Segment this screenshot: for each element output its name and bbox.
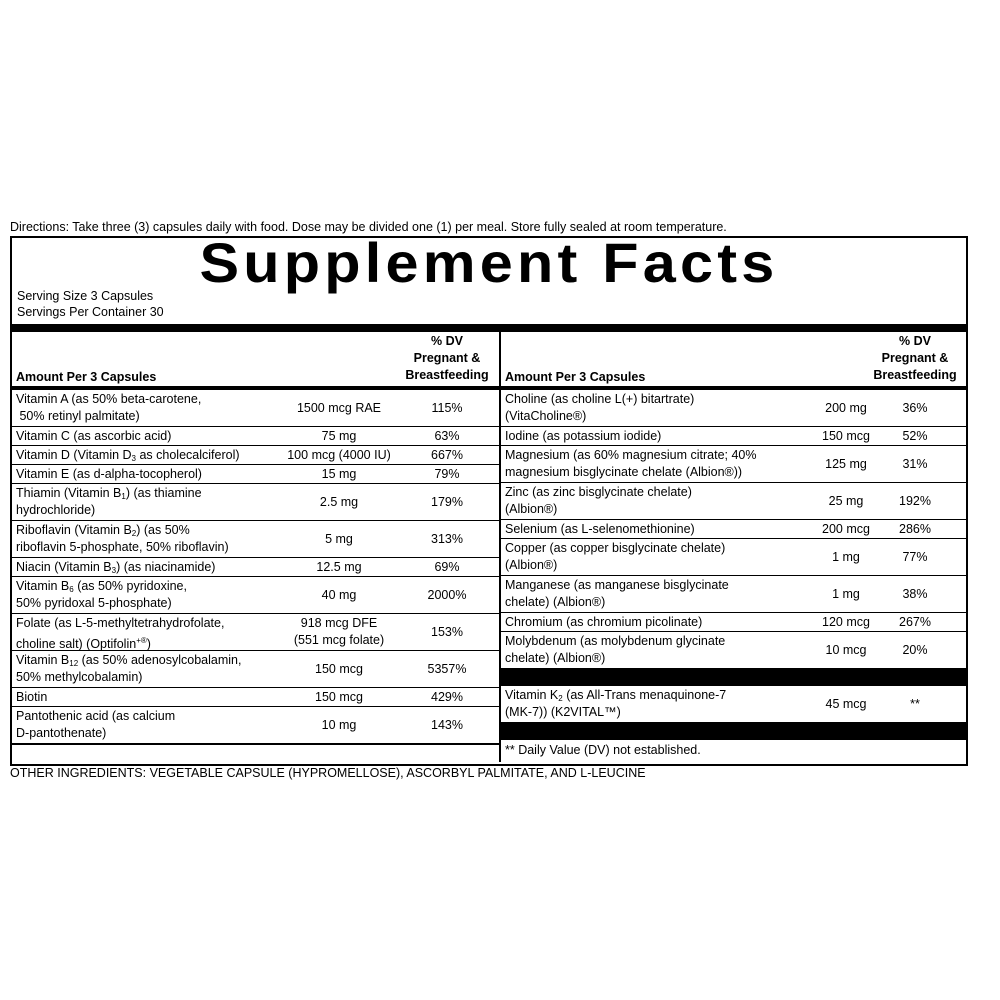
nutrient-dv: 179% bbox=[431, 495, 463, 509]
nutrient-name: Chromium (as chromium picolinate) bbox=[505, 615, 703, 629]
nutrient-name: Choline (as choline L(+) bitartrate) (VitaCholine®) bbox=[505, 392, 695, 423]
dv-header-line: Pregnant & bbox=[413, 351, 481, 365]
nutrient-dv: 20% bbox=[902, 643, 928, 657]
directions-text: Directions: Take three (3) capsules daily with food. Dose may be divided one (1) per meal. Store fully sealed at room temperature. bbox=[10, 220, 727, 234]
nutrient-dv: 79% bbox=[434, 467, 460, 481]
nutrient-name: Vitamin A (as 50% beta-carotene, 50% retinyl palmitate) bbox=[16, 392, 202, 423]
column-header bbox=[12, 332, 499, 390]
nutrient-row bbox=[12, 484, 499, 521]
nutrient-row bbox=[501, 686, 966, 722]
nutrient-row bbox=[501, 483, 966, 520]
section-divider-bar bbox=[501, 668, 966, 686]
nutrient-row bbox=[501, 613, 966, 632]
supplement-facts-panel bbox=[10, 231, 968, 766]
nutrient-dv: 153% bbox=[431, 625, 463, 639]
nutrient-row bbox=[501, 390, 966, 427]
nutrient-name: Zinc (as zinc bisglycinate chelate) (Albion®) bbox=[505, 485, 692, 516]
nutrient-name: Selenium (as L-selenomethionine) bbox=[505, 522, 695, 536]
nutrient-dv: 143% bbox=[431, 718, 463, 732]
nutrient-dv: 667% bbox=[431, 448, 463, 462]
section-divider-bar bbox=[501, 722, 966, 740]
nutrient-row bbox=[12, 521, 499, 558]
serving-info bbox=[17, 288, 164, 320]
nutrient-dv: 63% bbox=[434, 429, 460, 443]
nutrient-name: Pantothenic acid (as calcium D-pantothenate) bbox=[16, 709, 176, 740]
nutrient-name: Vitamin $B_{12}$ (as 50% adenosylcobalamin, 50% methylcobalamin) bbox=[16, 653, 242, 684]
nutrient-amount: 100 mcg (4000 IU) bbox=[287, 447, 391, 462]
panel-title: Supplement Facts bbox=[199, 231, 779, 294]
nutrient-row bbox=[12, 465, 499, 484]
left-column bbox=[12, 332, 501, 762]
nutrient-name: Niacin (Vitamin $B_3$) (as niacinamide) bbox=[16, 560, 216, 575]
nutrient-name: Riboflavin (Vitamin $B_2$) (as 50% riboflavin 5-phosphate, 50% riboflavin) bbox=[16, 523, 229, 554]
nutrient-amount: 1 mg bbox=[832, 586, 860, 601]
nutrient-dv: 115% bbox=[431, 401, 463, 415]
nutrient-name: Vitamin E (as d-alpha-tocopherol) bbox=[16, 467, 202, 481]
nutrient-dv: 192% bbox=[899, 494, 931, 508]
nutrient-dv: 2000% bbox=[427, 588, 467, 602]
amount-per-header: Amount Per 3 Capsules bbox=[505, 370, 646, 384]
dv-header-line: Pregnant & bbox=[881, 351, 949, 365]
dv-footnote: ** Daily Value (DV) not established. bbox=[505, 743, 701, 757]
nutrient-amount: 1500 mcg RAE bbox=[296, 400, 382, 415]
other-ingredients: OTHER INGREDIENTS: VEGETABLE CAPSULE (HYPROMELLOSE), ASCORBYL PALMITATE, AND L-LEUCINE bbox=[10, 766, 646, 780]
nutrient-dv: 77% bbox=[902, 550, 928, 564]
nutrient-amount: 200 mcg bbox=[822, 521, 870, 536]
nutrient-amount: 1 mg bbox=[832, 549, 860, 564]
nutrient-amount: 75 mg bbox=[321, 428, 357, 443]
nutrient-dv: 52% bbox=[902, 429, 928, 443]
nutrient-name: Biotin bbox=[16, 690, 48, 704]
nutrient-row bbox=[12, 707, 499, 745]
nutrient-dv: 429% bbox=[431, 690, 463, 704]
nutrient-name: Vitamin C (as ascorbic acid) bbox=[16, 429, 172, 443]
nutrient-amount: 10 mcg bbox=[825, 642, 867, 657]
nutrient-amount: 5 mg bbox=[325, 531, 353, 546]
nutrient-amount: 10 mg bbox=[321, 717, 357, 732]
nutrient-amount: 200 mg bbox=[825, 400, 867, 415]
nutrient-dv: 267% bbox=[899, 615, 931, 629]
dv-header bbox=[399, 333, 495, 384]
nutrient-amount: 150 mcg bbox=[822, 428, 870, 443]
dv-header bbox=[867, 333, 963, 384]
nutrient-amount: 150 mcg bbox=[315, 689, 363, 704]
dv-header-line: % DV bbox=[899, 334, 931, 348]
serving-size: Serving Size 3 Capsules bbox=[17, 289, 154, 303]
nutrient-amount: 25 mg bbox=[828, 493, 864, 508]
nutrient-row bbox=[12, 651, 499, 688]
nutrient-row bbox=[501, 427, 966, 446]
nutrient-row bbox=[12, 446, 499, 465]
dv-header-line: % DV bbox=[431, 334, 463, 348]
nutrient-dv: 69% bbox=[434, 560, 460, 574]
nutrient-amount: 125 mg bbox=[825, 456, 867, 471]
nutrient-dv: 31% bbox=[902, 457, 928, 471]
nutrient-dv: 313% bbox=[431, 532, 463, 546]
nutrient-name: Vitamin $B_6$ (as 50% pyridoxine, 50% pyridoxal 5-phosphate) bbox=[16, 579, 187, 610]
nutrient-row bbox=[501, 632, 966, 668]
nutrient-row bbox=[12, 614, 499, 651]
thick-divider bbox=[12, 324, 966, 332]
nutrient-name: Vitamin $K_2$ (as All-Trans menaquinone-7 (MK-7)) (K2VITAL™) bbox=[505, 688, 727, 719]
nutrient-dv: 5357% bbox=[427, 662, 467, 676]
dv-header-line: Breastfeeding bbox=[873, 368, 957, 382]
nutrient-name: Thiamin (Vitamin $B_1$) (as thiamine hydrochloride) bbox=[16, 486, 202, 517]
dv-header-line: Breastfeeding bbox=[405, 368, 489, 382]
nutrient-amount: 45 mcg bbox=[825, 696, 867, 711]
right-column bbox=[501, 332, 966, 757]
nutrient-amount: 150 mcg bbox=[315, 661, 363, 676]
nutrient-dv: 286% bbox=[899, 522, 931, 536]
nutrient-name: Manganese (as manganese bisglycinate chelate) (Albion®) bbox=[505, 578, 729, 609]
column-header bbox=[501, 332, 966, 390]
nutrient-row bbox=[12, 427, 499, 446]
amount-per-header: Amount Per 3 Capsules bbox=[16, 370, 157, 384]
nutrient-dv: 36% bbox=[902, 401, 928, 415]
nutrient-name: Folate (as L-5-methyltetrahydrofolate, choline salt) (Optifolin+®) bbox=[16, 616, 225, 652]
nutrient-amount: 40 mg bbox=[321, 587, 357, 602]
nutrient-name: Magnesium (as 60% magnesium citrate; 40% magnesium bisglycinate chelate (Albion®)) bbox=[505, 448, 757, 479]
nutrient-name: Iodine (as potassium iodide) bbox=[505, 429, 662, 443]
nutrient-name: Molybdenum (as molybdenum glycinate chelate) (Albion®) bbox=[505, 634, 726, 665]
nutrient-row bbox=[501, 520, 966, 539]
nutrient-row bbox=[12, 390, 499, 427]
nutrient-row bbox=[12, 558, 499, 577]
nutrient-amount: 2.5 mg bbox=[319, 494, 359, 509]
nutrient-row bbox=[501, 539, 966, 576]
nutrient-amount: 918 mcg DFE (551 mcg folate) bbox=[293, 616, 385, 647]
nutrient-name: Copper (as copper bisglycinate chelate) (Albion®) bbox=[505, 541, 726, 572]
nutrient-row bbox=[501, 576, 966, 613]
nutrient-dv: 38% bbox=[902, 587, 928, 601]
nutrient-row bbox=[501, 446, 966, 483]
nutrient-amount: 15 mg bbox=[321, 466, 357, 481]
nutrient-name: Vitamin D (Vitamin $D_3$ as cholecalciferol) bbox=[16, 448, 240, 463]
nutrient-amount: 120 mcg bbox=[822, 614, 870, 629]
nutrient-dv: ** bbox=[910, 697, 920, 711]
nutrient-row bbox=[12, 577, 499, 614]
nutrient-amount: 12.5 mg bbox=[316, 559, 362, 574]
nutrient-row bbox=[12, 688, 499, 707]
servings-per-container: Servings Per Container 30 bbox=[17, 305, 164, 319]
